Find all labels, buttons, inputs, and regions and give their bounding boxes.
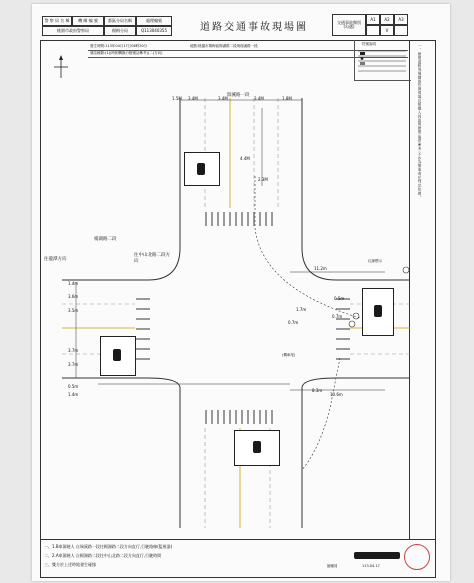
- vehicle-box-bottom: [234, 430, 280, 466]
- right-measure-5: 0.7m: [332, 314, 343, 319]
- right-measure-2: 0.5m: [334, 296, 345, 301]
- header-label-case: 處理編號: [136, 16, 172, 26]
- top-vertical-1: 4.4M: [240, 156, 250, 161]
- top-measure-2: 3.4M: [188, 96, 198, 101]
- header-label-police: 警 察 局 名 稱: [42, 16, 72, 26]
- category-a1: A1: [366, 14, 380, 25]
- datetime: 發生時間:113年04月17日08時30分: [90, 44, 148, 48]
- signal-type: 號誌種類:(1)(時相轉換行駛號誌參考)(二)方向): [90, 51, 163, 55]
- footer-date: 113.04.17: [362, 564, 380, 568]
- header-label-agency: 機 關 編 號: [72, 16, 104, 26]
- vehicle-box-left: [100, 336, 136, 376]
- vehicle-icon-top: [197, 163, 205, 175]
- top-measure-5: 1.8M: [282, 96, 292, 101]
- top-vertical-2: 2.3M: [258, 177, 268, 182]
- left-measure-5: 3.7m: [68, 362, 79, 367]
- top-measure-3: 3.4M: [218, 96, 228, 101]
- accident-diagram-sheet: [32, 4, 450, 581]
- category-header: [332, 14, 366, 36]
- category-sub-label: (勾選): [343, 24, 355, 29]
- right-marker: 紅線標示: [368, 259, 382, 263]
- left-measure-3: 3.5m: [68, 308, 79, 313]
- category-header-label: 交通事故類別: [337, 20, 361, 25]
- official-stamp: [404, 544, 430, 570]
- vehicle-icon-left: [113, 349, 121, 361]
- header-label-agency-code: 都區分局名稱: [104, 16, 136, 26]
- road-middle-direction: 往中山北路二段方向: [134, 253, 170, 264]
- category-a3-blank: [394, 25, 408, 36]
- right-measure-4: 0.7m: [288, 320, 299, 325]
- category-a2-mark: V: [380, 25, 394, 36]
- left-measure-4: 3.7m: [68, 348, 79, 353]
- left-measure-6: 0.5m: [68, 384, 79, 389]
- right-note: (機車尾): [282, 353, 296, 357]
- left-measure-1: 1.4m: [68, 281, 79, 286]
- vehicle-icon-right: [374, 305, 382, 317]
- category-a3: A3: [394, 14, 408, 25]
- location: 地點:桃園市楊梅區楊湖路二段與瑞溪路一段: [190, 44, 258, 48]
- right-measure-1: 11.2m: [314, 266, 327, 271]
- station-name: 楊梅分局: [104, 26, 136, 36]
- case-number: Q113040355: [136, 26, 172, 36]
- category-a2: A2: [380, 14, 394, 25]
- side-note: 一、繪製道路現場圖係依據現場及相關人員說明繪製,僅供參考,不作為肇事責任判定依據。: [418, 44, 422, 199]
- left-measure-7: 1.4m: [68, 392, 79, 397]
- vehicle-box-right: [362, 288, 394, 336]
- top-measure-4: 3.4M: [254, 96, 264, 101]
- road-left-label: 楊湖路二段: [94, 237, 117, 242]
- note-3: 三、雙方於上述時地發生碰撞: [44, 562, 96, 567]
- redacted-signature: [354, 552, 400, 559]
- legend-title: 符號說明: [362, 42, 376, 46]
- note-2: 二、2.A車駕駛人 自楊湖路二段往中山北路二段方向直行,行駛時間: [44, 553, 162, 558]
- left-measure-2: 3.6m: [68, 294, 79, 299]
- vehicle-box-top: [184, 152, 220, 186]
- right-measure-3: 1.7m: [296, 307, 307, 312]
- police-bureau: 桃園市政府警察局: [42, 26, 104, 36]
- note-1: 一、1.B車駕駛人 自瑞溪路一段往楊湖路二段方向直行,行駛路線(監視器): [44, 544, 173, 549]
- top-measure-1: 1.5M: [172, 96, 182, 101]
- side-notes-column: [410, 40, 436, 540]
- road-diagram: [40, 58, 410, 538]
- vehicle-icon-bottom: [253, 441, 261, 453]
- road-top-label: 瑞溪路一段: [227, 93, 250, 98]
- signer-label: 繪圖員: [327, 564, 338, 568]
- right-measure-6: 8.3m: [312, 388, 323, 393]
- diagram-title: 道路交通事故現場圖: [200, 22, 308, 33]
- category-a1-blank: [366, 25, 380, 36]
- right-measure-7: 10.6m: [330, 392, 343, 397]
- road-left-direction: 往龍潭方向: [44, 257, 67, 262]
